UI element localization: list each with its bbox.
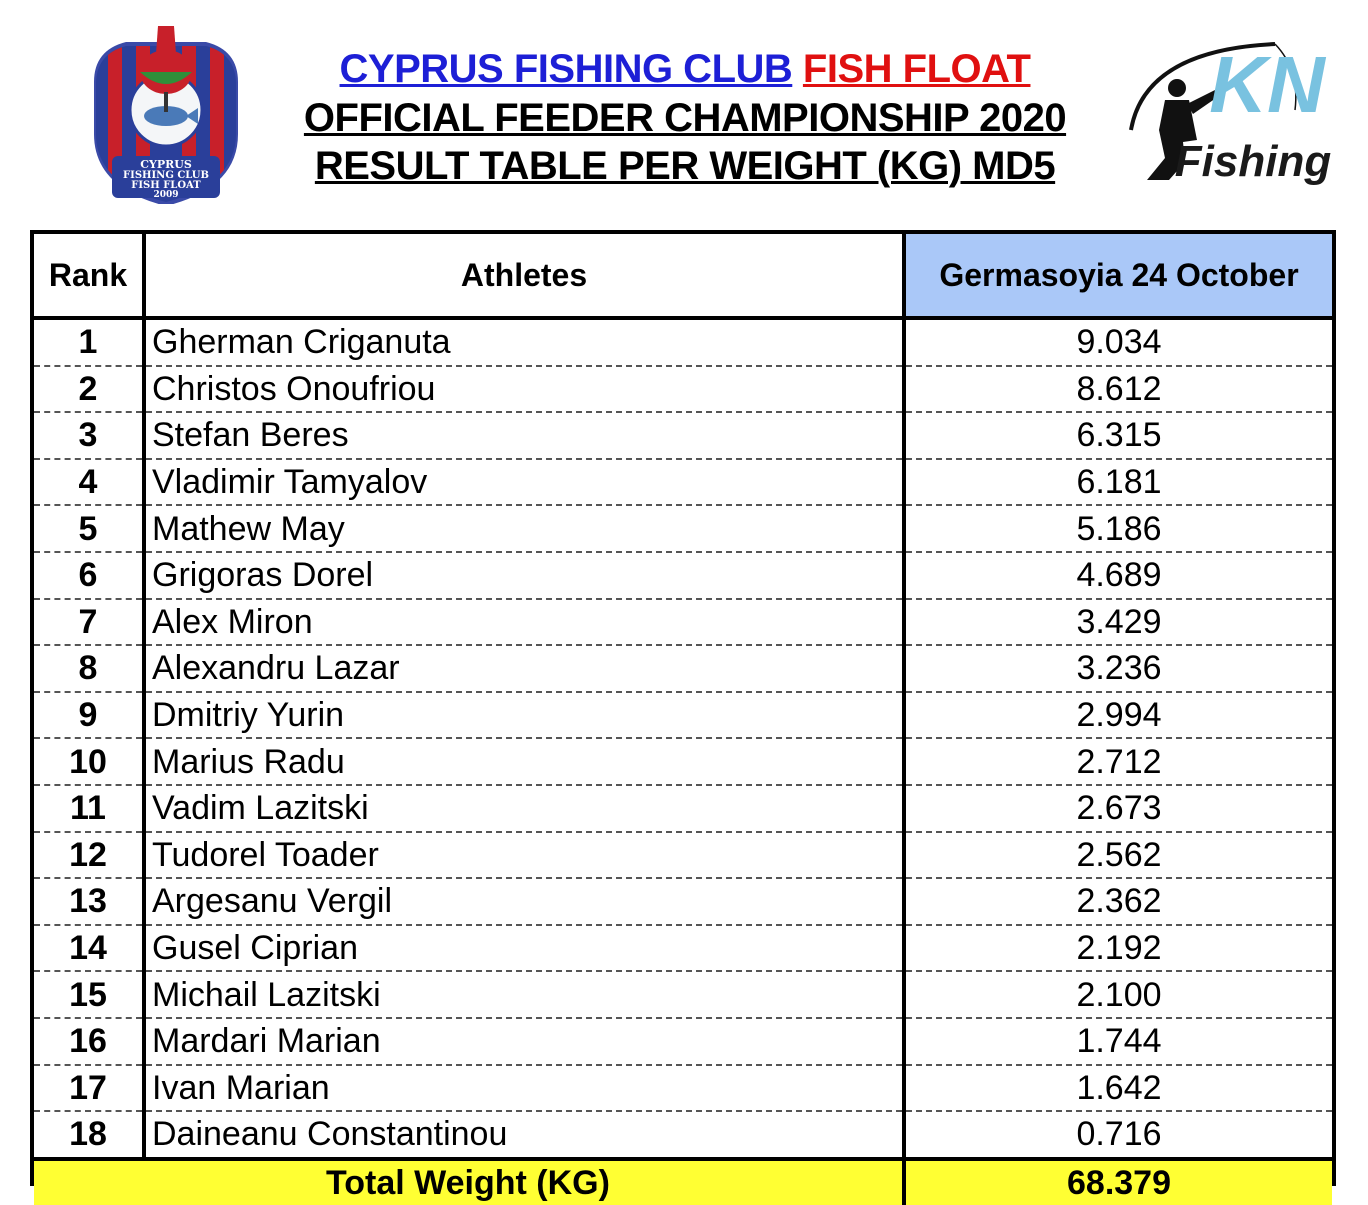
rank-cell: 11 [34,785,144,832]
results-table [34,234,1332,1205]
weight-cell: 2.673 [904,785,1332,832]
weight-cell: 4.689 [904,552,1332,599]
weight-cell: 2.562 [904,832,1332,879]
total-row [34,1159,1332,1205]
kn-fishing-logo [1125,30,1340,195]
rank-cell: 13 [34,878,144,925]
table-row [34,366,1332,413]
weight-cell: 1.744 [904,1018,1332,1065]
athlete-name-cell: Vadim Lazitski [144,785,904,832]
fisherman-head-icon [1168,79,1186,97]
rank-cell: 9 [34,692,144,739]
logo-text-line-1: CYPRUS [140,158,192,171]
weight-cell: 8.612 [904,366,1332,413]
rank-cell: 10 [34,738,144,785]
athlete-name-cell: Daineanu Constantinou [144,1111,904,1159]
column-header-weight: Germasoyia 24 October [904,234,1332,318]
athlete-name-cell: Christos Onoufriou [144,366,904,413]
rank-cell: 5 [34,505,144,552]
table-row [34,925,1332,972]
table-row [34,1111,1332,1159]
weight-cell: 2.100 [904,971,1332,1018]
table-row [34,738,1332,785]
athlete-name-cell: Michail Lazitski [144,971,904,1018]
column-header-athletes: Athletes [144,234,904,318]
table-row [34,552,1332,599]
table-row [34,832,1332,879]
athlete-name-cell: Argesanu Vergil [144,878,904,925]
table-row [34,599,1332,646]
weight-cell: 3.429 [904,599,1332,646]
rank-cell: 12 [34,832,144,879]
kn-logo-text: KN [1209,40,1325,129]
table-row [34,1065,1332,1112]
weight-cell: 5.186 [904,505,1332,552]
athlete-name-cell: Grigoras Dorel [144,552,904,599]
weight-cell: 0.716 [904,1111,1332,1159]
table-row [34,459,1332,506]
club-name: CYPRUS FISHING CLUB [339,47,793,91]
club-title [260,44,1110,94]
table-row [34,692,1332,739]
table-row [34,1018,1332,1065]
weight-cell: 2.192 [904,925,1332,972]
table-row [34,318,1332,366]
table-row [34,878,1332,925]
rank-cell: 18 [34,1111,144,1159]
weight-cell: 2.994 [904,692,1332,739]
weight-cell: 6.315 [904,412,1332,459]
fishing-logo-text: Fishing [1174,137,1332,186]
athlete-name-cell: Ivan Marian [144,1065,904,1112]
rank-cell: 4 [34,459,144,506]
weight-cell: 6.181 [904,459,1332,506]
results-table-container [30,230,1336,1202]
table-row [34,412,1332,459]
athlete-name-cell: Tudorel Toader [144,832,904,879]
rank-cell: 17 [34,1065,144,1112]
athlete-name-cell: Dmitriy Yurin [144,692,904,739]
weight-cell: 3.236 [904,645,1332,692]
logo-text-line-4: 2009 [153,190,179,200]
athlete-name-cell: Alex Miron [144,599,904,646]
title-block [260,44,1110,190]
table-row [34,785,1332,832]
rank-cell: 15 [34,971,144,1018]
logo-text-line-2: FISHING CLUB [123,170,209,181]
logo-text-line-3: FISH FLOAT [131,180,201,191]
page-header [0,0,1368,222]
championship-title: OFFICIAL FEEDER CHAMPIONSHIP 2020 [303,96,1067,140]
rank-cell: 14 [34,925,144,972]
athlete-name-cell: Marius Radu [144,738,904,785]
athlete-name-cell: Alexandru Lazar [144,645,904,692]
weight-cell: 2.362 [904,878,1332,925]
result-table-title: RESULT TABLE PER WEIGHT (KG) MD5 [314,144,1056,188]
rank-cell: 3 [34,412,144,459]
table-row [34,645,1332,692]
cyprus-fishing-club-logo [76,24,256,204]
rank-cell: 2 [34,366,144,413]
total-weight-label: Total Weight (KG) [34,1159,904,1205]
athlete-name-cell: Stefan Beres [144,412,904,459]
rank-cell: 1 [34,318,144,366]
athlete-name-cell: Gherman Criganuta [144,318,904,366]
athlete-name-cell: Gusel Ciprian [144,925,904,972]
athlete-name-cell: Vladimir Tamyalov [144,459,904,506]
athlete-name-cell: Mardari Marian [144,1018,904,1065]
rank-cell: 6 [34,552,144,599]
weight-cell: 9.034 [904,318,1332,366]
weight-cell: 1.642 [904,1065,1332,1112]
table-header-row [34,234,1332,318]
total-weight-value: 68.379 [904,1159,1332,1205]
column-header-rank: Rank [34,234,144,318]
athlete-name-cell: Mathew May [144,505,904,552]
weight-cell: 2.712 [904,738,1332,785]
rank-cell: 16 [34,1018,144,1065]
table-row [34,971,1332,1018]
table-row [34,505,1332,552]
club-suffix: FISH FLOAT [802,47,1031,91]
rank-cell: 7 [34,599,144,646]
rank-cell: 8 [34,645,144,692]
